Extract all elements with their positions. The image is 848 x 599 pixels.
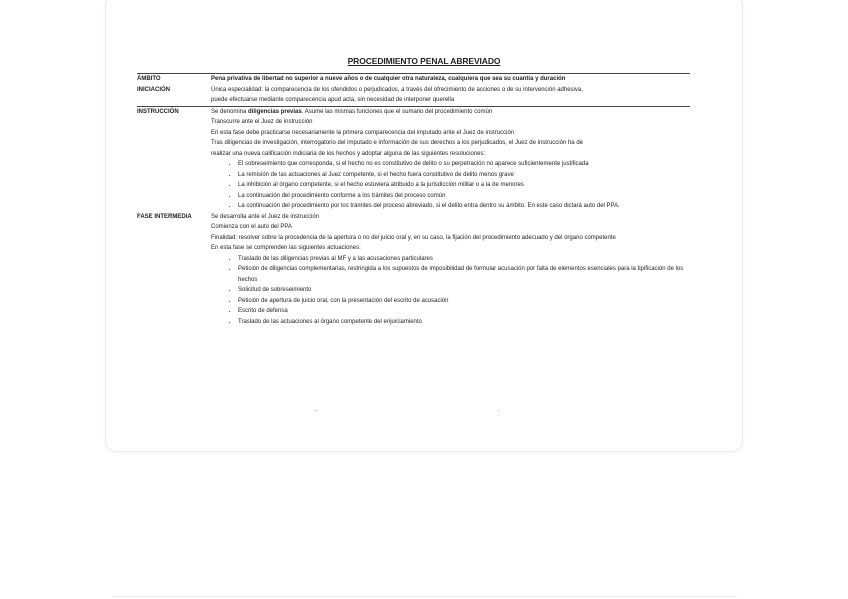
section-text: Pena privativa de libertad no superior a nueve años o de cualquier otra naturaleza, cualquiera que sea su cuantía y duración [211, 76, 566, 82]
text-fragment: Se denomina [211, 108, 249, 115]
list-item: • Petición de diligencias complementarias, restringida a los supuestos de imposibilidad de formular acusación por falta de elementos esenciales para la tipificación de los hechos [238, 264, 690, 285]
section-heading: INSTRUCCIÓN [137, 108, 179, 115]
section-iniciacion [137, 85, 690, 106]
section-content [211, 107, 690, 212]
section-heading: INICIACIÓN [137, 86, 170, 93]
actions-list [211, 254, 690, 328]
list-item: • Traslado de las actuaciones al órgano competente del enjuiciamiento [238, 317, 690, 328]
list-item: • La inhibición al órgano competente, si el hecho estuviera atribuido a la jurisdicción militar o a la de menores [238, 180, 690, 191]
scan-speck [315, 410, 316, 411]
section-ambito [137, 73, 690, 85]
text-line: Finalidad: resolver sobre la procedencia de la apertura o no del juicio oral y, en su caso, la fijación del procedimiento adecuado y del órgano competente [211, 234, 616, 241]
text-line: Se desarrolla ante el Juez de instrucción [211, 213, 320, 220]
list-item: • Escrito de defensa [238, 306, 690, 317]
text-line: En esta fase se comprenden las siguientes actuaciones: [211, 245, 361, 251]
text-line: En esta fase debe practicarse necesariamente la primera comparecencia del imputado ante el Juez de instrucción [211, 129, 515, 136]
text-line: realizar una nueva calificación indiciaria de los hechos y adoptar alguna de las siguientes resoluciones: [211, 150, 486, 157]
text-line: Única especialidad: la comparecencia de los ofendidos o perjudicados, a través del ofrecimiento de acciones o de su intervención adhesiva, [211, 86, 583, 93]
list-item: • Petición de apertura de juicio oral, con la presentación del escrito de acusación [238, 296, 690, 307]
section-content [211, 85, 690, 106]
text-line: Comienza con el auto del PPA [211, 224, 292, 230]
list-item: • El sobreseimiento que corresponda, si el hecho no es constitutivo de delito o su perpetración no aparece suficientemente justificada [238, 159, 690, 170]
text-fragment: . Asume las mismas funciones que el sumario del procedimiento común [301, 108, 493, 115]
section-instruccion [137, 106, 690, 212]
list-item: • La remisión de las actuaciones al Juez competente, si el hecho fuera constitutivo de delito menos grave [238, 170, 690, 181]
text-line: Transcurre ante el Juez de instrucción [211, 119, 313, 125]
section-heading: FASE INTERMEDIA [137, 213, 192, 220]
text-emphasis: diligencias previas [248, 108, 302, 115]
procedure-table [137, 73, 690, 327]
text-line: puede efectuarse mediante comparecencia apud acta, sin necesidad de interponer querella [211, 97, 455, 103]
list-item: • Traslado de las diligencias previas al MF y a las acusaciones particulares [238, 254, 690, 265]
resolutions-list [211, 159, 690, 212]
scan-speck [498, 410, 499, 411]
text-line [211, 107, 690, 118]
next-page-edge [113, 596, 737, 597]
section-heading: ÁMBITO [137, 76, 161, 82]
list-item: • Solicitud de sobreseimiento [238, 285, 690, 296]
text-line: Tras diligencias de investigación, interrogatorio del imputado e información de sus derechos a los perjudicados, el Juez de instrucción ha de [211, 140, 583, 146]
list-item: • La continuación del procedimiento conforme a los trámites del proceso común [238, 191, 690, 202]
section-fase-intermedia [137, 212, 690, 328]
list-item: • La continuación del procedimiento por los trámites del proceso abreviado, si el delito entra dentro su ámbito. En este caso dictará auto del PPA. [238, 201, 690, 212]
page-title: PROCEDIMIENTO PENAL ABREVIADO [347, 56, 501, 66]
section-content [211, 212, 690, 328]
